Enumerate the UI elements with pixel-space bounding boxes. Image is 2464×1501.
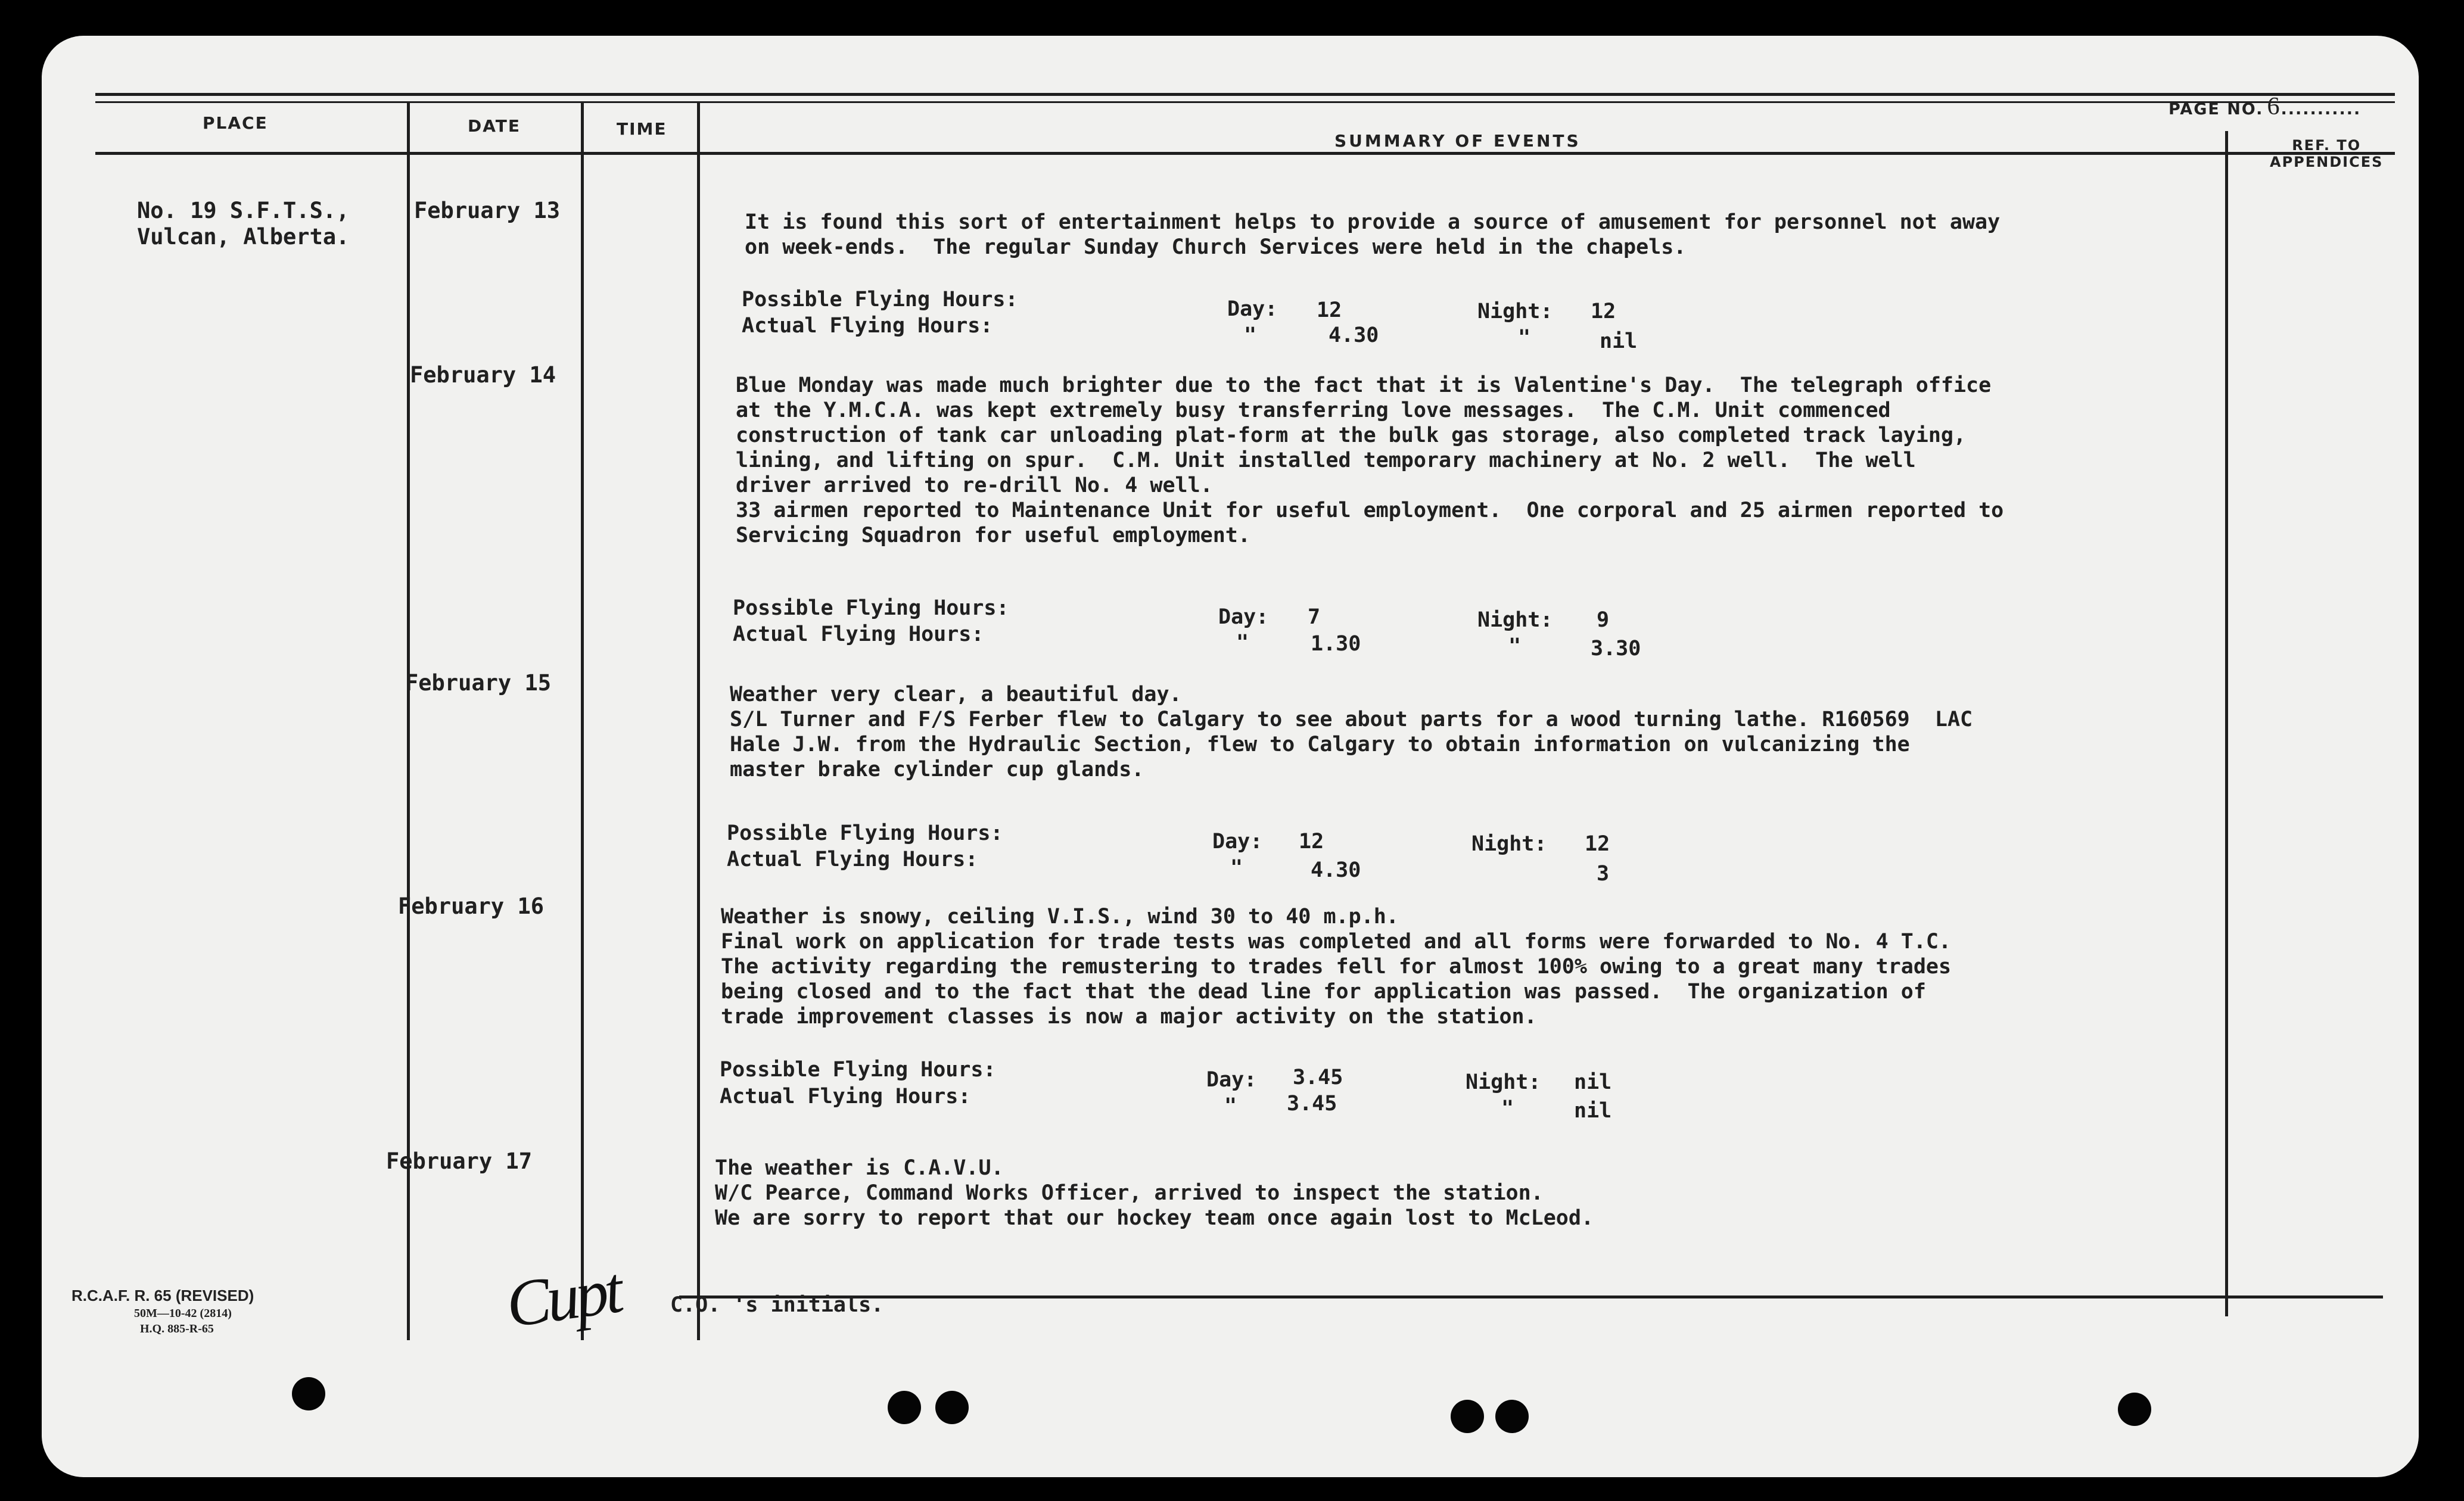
col-line-summary [2225, 131, 2228, 1316]
actual-flying-label: Actual Flying Hours: [733, 622, 984, 646]
page-number-label [2169, 92, 2361, 121]
day-possible: 12 [1299, 830, 1324, 854]
punch-hole [1495, 1400, 1529, 1433]
night-possible: 9 [1597, 608, 1610, 632]
hq-code: H.Q. 885-R-65 [140, 1322, 214, 1335]
punch-hole [888, 1391, 921, 1424]
night-actual: nil [1574, 1099, 1612, 1123]
header-date: DATE [468, 116, 521, 136]
night-possible: 12 [1591, 300, 1616, 323]
day-possible: 12 [1317, 298, 1342, 322]
night-label: Night: [1477, 300, 1553, 323]
entry-date: February 13 [414, 198, 561, 223]
co-initials-label: C.O. 's initials. [670, 1293, 884, 1317]
day-label: Day: [1227, 297, 1278, 321]
punch-hole [1451, 1400, 1484, 1433]
print-code: 50M—10-42 (2814) [134, 1307, 232, 1320]
entry-text: Weather is snowy, ceiling V.I.S., wind 30 to 40 m.p.h. Final work on application for trade tests was completed and all forms were forwarded to No. 4 T.C. The activity regarding the remustering to trades fell for almost 100% owing to a great many trades being closed and to the fact that the dead line for application was passed. The organization of trade improvement classes is now a major activity on the station. [721, 905, 1952, 1029]
possible-flying-label: Possible Flying Hours: [720, 1058, 996, 1082]
co-signature: Cupt [502, 1253, 624, 1341]
actual-flying-label: Actual Flying Hours: [727, 848, 978, 871]
night-actual: 3.30 [1591, 637, 1641, 661]
day-actual: 1.30 [1311, 632, 1361, 656]
entry-text: The weather is C.A.V.U. W/C Pearce, Command Works Officer, arrived to inspect the station. We are sorry to report that our hockey team once again lost to McLeod. [715, 1156, 1594, 1230]
punch-hole [2118, 1393, 2151, 1426]
punch-hole [935, 1391, 969, 1424]
day-actual: 4.30 [1329, 323, 1379, 347]
page-dots: ........... [2281, 100, 2362, 119]
night-label: Night: [1471, 832, 1547, 856]
header-place: PLACE [203, 113, 268, 133]
actual-flying-label: Actual Flying Hours: [742, 314, 993, 338]
page-label: PAGE NO. [2169, 100, 2264, 119]
night-actual: nil [1600, 329, 1638, 353]
night-label: Night: [1477, 608, 1553, 632]
header-rule [95, 152, 2395, 155]
entry-text: Blue Monday was made much brighter due to the fact that it is Valentine's Day. The telegraph office at the Y.M.C.A. was kept extremely busy transferring love messages. The C.M. Unit commenced construction of tank car unloading plat-form at the bulk gas storage, also completed track laying, lining, and lifting on spur. C.M. Unit installed temporary machinery at No. 2 well. The well driver arrived to re-drill No. 4 well. 33 airmen reported to Maintenance Unit for useful employment. One corporal and 25 airmen reported to Servicing Squadron for useful employment. [736, 373, 2004, 547]
entry-date: February 16 [398, 893, 545, 919]
ditto-mark: " [1244, 323, 1257, 347]
day-actual: 4.30 [1311, 858, 1361, 882]
ditto-mark: " [1230, 856, 1243, 880]
punch-hole [292, 1377, 325, 1410]
day-possible: 7 [1308, 605, 1321, 629]
ditto-mark: " [1224, 1094, 1237, 1118]
possible-flying-label: Possible Flying Hours: [742, 288, 1018, 312]
entry-date: February 15 [405, 670, 552, 696]
form-id: R.C.A.F. R. 65 (REVISED) [71, 1287, 254, 1304]
place-text: No. 19 S.F.T.S., Vulcan, Alberta. [137, 198, 350, 250]
possible-flying-label: Possible Flying Hours: [733, 596, 1009, 620]
day-label: Day: [1212, 830, 1263, 854]
form-sheet [42, 36, 2419, 1477]
col-line-date [581, 101, 584, 1340]
header-time: TIME [617, 119, 667, 139]
ditto-mark: " [1501, 1097, 1514, 1120]
day-possible: 3.45 [1293, 1066, 1343, 1089]
night-possible: 12 [1585, 832, 1610, 856]
actual-flying-label: Actual Flying Hours: [720, 1085, 971, 1108]
entry-date: February 14 [410, 362, 556, 388]
header-summary: SUMMARY OF EVENTS [1334, 131, 1581, 151]
top-rule [95, 93, 2395, 96]
entry-text: Weather very clear, a beautiful day. S/L Turner and F/S Ferber flew to Calgary to see about parts for a wood turning lathe. R160569 LAC Hale J.W. from the Hydraulic Section, flew to Calgary to obtain information on vulcanizing the master brake cylinder cup glands. [730, 683, 1973, 781]
night-possible: nil [1574, 1070, 1612, 1094]
day-label: Day: [1218, 605, 1269, 629]
col-line-time [697, 101, 700, 1340]
night-label: Night: [1466, 1070, 1541, 1094]
ditto-mark: " [1518, 326, 1531, 350]
ditto-mark: " [1236, 631, 1249, 655]
top-rule-2 [95, 101, 2395, 103]
page-number: 6 [2267, 93, 2281, 120]
day-actual: 3.45 [1287, 1092, 1337, 1116]
header-ref: REF. TO APPENDICES [2270, 137, 2384, 170]
night-actual: 3 [1597, 862, 1610, 886]
entry-text: It is found this sort of entertainment helps to provide a source of amusement for personnel not away on week-ends. The regular Sunday Church Services were held in the chapels. [745, 210, 2001, 259]
possible-flying-label: Possible Flying Hours: [727, 821, 1003, 845]
bottom-rule [679, 1296, 2383, 1298]
day-label: Day: [1206, 1068, 1257, 1092]
entry-date: February 17 [386, 1148, 533, 1174]
ditto-mark: " [1508, 634, 1522, 658]
